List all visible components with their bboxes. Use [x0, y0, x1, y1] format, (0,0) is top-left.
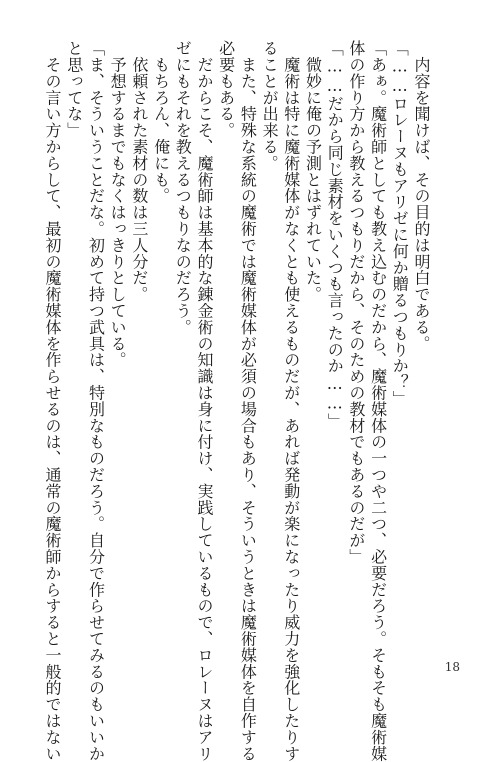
text-line: 予想するまでもなくはっきりとしている。: [108, 40, 128, 368]
text-line: 必要もある。: [216, 40, 236, 139]
text-line: 「あぁ。魔術師としても教え込むのだから、魔術媒体の一つや二つ、必要だろう。そもそも魔術媒: [368, 40, 388, 762]
text-line: もちろん、俺にも。: [151, 40, 171, 204]
text-line: 魔術は特に魔術媒体がなくとも使えるものだが、あれば発動が楽になったり威力を強化したりす: [281, 40, 301, 762]
text-line: 内容を聞けば、その目的は明白である。: [412, 40, 431, 352]
text-line: ゼにもそれを教えるつもりなのだろう。: [173, 40, 193, 336]
text-line: その言い方からして、最初の魔術媒体を作らせるのは、通常の魔術師からすると一般的ではない: [43, 40, 63, 762]
text-line: ることが出来る。: [260, 40, 280, 172]
text-line: 「……ロレーヌもアリゼに何か贈るつもりか？」: [390, 40, 410, 407]
body-text: [43, 40, 432, 762]
text-line: と思ってな」: [64, 40, 84, 139]
text-line: だからこそ、魔術師は基本的な錬金術の知識は身に付け、実践しているもので、ロレーヌはアリ: [194, 40, 214, 762]
text-line: 微妙に俺の予測とはずれていた。: [303, 40, 323, 303]
text-line: 「……だから同じ素材をいくつも言ったのか……」: [325, 40, 345, 430]
page-number: 18: [444, 660, 460, 674]
text-line: また、特殊な系統の魔術では魔術媒体が必須の場合もあり、そういうときは魔術媒体を自作する: [238, 40, 258, 762]
text-line: 「ま、そういうことだな。初めて持つ武具は、特別なものだろう。自分で作らせてみるのもいいか: [86, 40, 106, 762]
text-line: 依頼された素材の数は三人分だ。: [129, 40, 149, 303]
text-line: 体の作り方から教えるつもりだから、そのための教材でもあるのだが」: [346, 40, 366, 565]
